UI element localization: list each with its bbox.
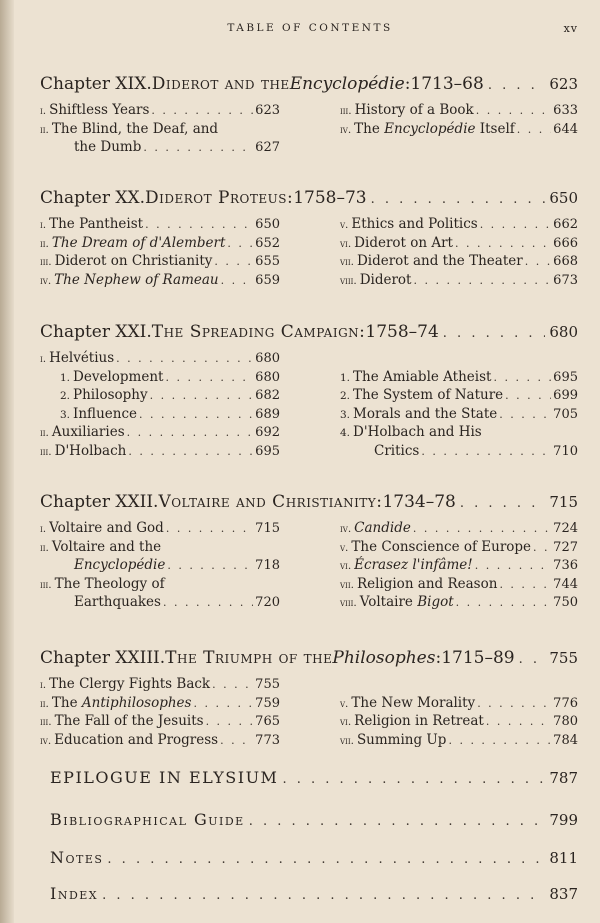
- dot-leader: [221, 274, 254, 287]
- section-number: 1.: [340, 371, 351, 384]
- chapter-title: Diderot and the: [151, 74, 290, 94]
- section-page-number: 652: [255, 235, 280, 251]
- toc-section-entry: [340, 350, 578, 369]
- section-page-number: 780: [553, 714, 578, 729]
- section-number: 3.: [340, 408, 351, 421]
- section-title: Diderot: [359, 271, 412, 288]
- toc-section-entry[interactable]: [340, 557, 578, 576]
- toc-section-entry[interactable]: [340, 235, 578, 254]
- section-page-number: 705: [553, 406, 578, 422]
- section-title: Diderot and the Theater: [356, 253, 523, 269]
- dot-leader: [139, 408, 253, 421]
- chapter-page-number: 650: [549, 189, 578, 207]
- chapter-title: Voltaire and Christianity:: [158, 492, 383, 512]
- dot-leader: [499, 408, 551, 421]
- toc-section-entry[interactable]: [40, 387, 280, 406]
- section-columns: [40, 676, 578, 750]
- chapter-block: [40, 74, 578, 158]
- toc-section-entry[interactable]: [340, 121, 578, 140]
- section-title: Development: [73, 368, 164, 385]
- toc-section-entry: [340, 676, 578, 695]
- section-number: ii.: [40, 427, 49, 439]
- section-column-left: [40, 676, 280, 750]
- toc-section-entry[interactable]: [40, 732, 280, 751]
- chapter-page-number: 680: [549, 323, 578, 341]
- section-title-italic: Écrasez l'infâme!: [354, 557, 473, 573]
- toc-section-entry[interactable]: [340, 369, 578, 388]
- toc-section-entry[interactable]: [340, 539, 578, 558]
- toc-section-entry[interactable]: [40, 253, 280, 272]
- section-page-number: 695: [255, 443, 280, 459]
- section-page-number: 784: [553, 732, 578, 748]
- section-number: i.: [40, 353, 47, 365]
- backmatter-page-number: 799: [549, 811, 578, 829]
- chapter-dates: 1715–89: [441, 648, 515, 668]
- section-number: iv.: [40, 274, 52, 287]
- dot-leader: [227, 237, 253, 250]
- backmatter-entry[interactable]: [50, 848, 578, 867]
- section-title: The New Morality: [351, 694, 476, 711]
- dot-leader: [102, 888, 545, 903]
- section-title-italic: The Dream of d'Alembert: [51, 234, 226, 251]
- section-number: 1.: [60, 371, 71, 384]
- section-number: vii.: [340, 256, 354, 268]
- section-title: The Conscience of Europe: [351, 538, 532, 555]
- section-page-number: 750: [553, 595, 578, 610]
- section-number: i.: [40, 105, 47, 117]
- section-number: v.: [340, 541, 349, 554]
- section-number: vi.: [340, 716, 352, 728]
- chapter-page-number: 715: [549, 493, 578, 511]
- section-title: Education and Progress: [54, 731, 219, 748]
- section-page-number: 736: [553, 558, 578, 573]
- section-title: Voltaire: [359, 594, 413, 610]
- section-page-number: 695: [553, 369, 578, 385]
- dot-leader: [493, 371, 551, 384]
- section-page-number: 755: [255, 677, 280, 692]
- section-page-number: 744: [553, 576, 578, 592]
- chapter-dates: 1713–68: [410, 74, 484, 94]
- dot-leader: [505, 389, 551, 402]
- backmatter-title: Bibliographical Guide: [50, 810, 245, 829]
- chapter-title: The Triumph of the: [165, 648, 333, 668]
- section-title: The Blind, the Deaf, and: [51, 120, 219, 137]
- section-number: iv.: [40, 734, 52, 747]
- section-number: vi.: [340, 560, 352, 572]
- backmatter-page-number: 837: [549, 885, 578, 903]
- section-title-italic: Encyclopédie: [74, 557, 166, 573]
- toc-section-entry[interactable]: [340, 387, 578, 406]
- toc-section-entry: [40, 121, 280, 140]
- chapter-dates: 1734–78: [382, 492, 456, 512]
- section-page-number: 627: [255, 140, 280, 155]
- section-number: i.: [40, 679, 47, 691]
- section-number: iii.: [40, 578, 52, 591]
- section-title: Voltaire and God: [49, 520, 164, 536]
- chapter-title-italic: Encyclopédie: [289, 74, 405, 94]
- dot-leader: [206, 715, 254, 728]
- section-title: The Amiable Atheist: [353, 368, 492, 385]
- section-page-number: 720: [255, 595, 280, 610]
- section-title: Ethics and Politics: [351, 216, 478, 232]
- section-page-number: 666: [553, 235, 578, 251]
- section-number: iii.: [40, 256, 52, 268]
- dot-leader: [193, 697, 253, 710]
- section-page-number: 724: [553, 521, 578, 536]
- section-title: The Clergy Fights Back: [49, 676, 211, 692]
- dot-leader: [421, 445, 551, 458]
- section-page-number: 776: [553, 695, 578, 711]
- section-title: D'Holbach and His: [353, 424, 482, 440]
- toc-section-entry[interactable]: [40, 520, 280, 539]
- section-title-italic: Candide: [354, 520, 411, 536]
- section-title: the Dumb: [74, 139, 142, 155]
- section-page-number: 655: [255, 254, 280, 269]
- toc-section-entry[interactable]: [340, 713, 578, 732]
- toc-section-entry[interactable]: [340, 576, 578, 595]
- dot-leader: [163, 596, 253, 609]
- toc-section-entry[interactable]: [40, 713, 280, 732]
- section-number: viii.: [340, 597, 357, 609]
- section-number: iv.: [340, 523, 352, 535]
- section-title-italic: The Nephew of Rameau: [54, 271, 219, 288]
- dot-leader: [525, 255, 551, 268]
- toc-section-entry[interactable]: [40, 424, 280, 443]
- toc-section-entry[interactable]: [40, 594, 280, 613]
- dot-leader: [166, 522, 253, 535]
- section-number: iii.: [340, 105, 352, 117]
- section-number: v.: [340, 219, 349, 231]
- dot-leader: [460, 496, 545, 511]
- section-page-number: 633: [553, 103, 578, 118]
- section-number: ii.: [40, 123, 49, 136]
- chapter-block: [40, 492, 578, 613]
- section-page-number: 727: [553, 539, 578, 555]
- backmatter-entry[interactable]: [50, 884, 578, 903]
- toc-section-entry[interactable]: [340, 253, 578, 272]
- toc-section-entry: [40, 539, 280, 558]
- section-column-left: [40, 350, 280, 461]
- chapter-label: Chapter XX.: [40, 188, 146, 208]
- section-page-number: 682: [255, 388, 280, 403]
- backmatter-entry[interactable]: [50, 768, 578, 787]
- dot-leader: [128, 445, 253, 458]
- backmatter-title: Notes: [50, 848, 104, 867]
- toc-section-entry[interactable]: [40, 369, 280, 388]
- backmatter-title: EPILOGUE IN ELYSIUM: [50, 768, 279, 787]
- toc-section-entry[interactable]: [340, 102, 578, 121]
- section-number: 4.: [340, 427, 351, 439]
- toc-section-entry[interactable]: [40, 557, 280, 576]
- section-page-number: 718: [255, 558, 280, 573]
- dot-leader: [476, 104, 551, 117]
- dot-leader: [167, 559, 253, 572]
- chapter-label: Chapter XXIII.: [40, 648, 166, 668]
- section-number: ii.: [40, 541, 49, 554]
- toc-section-entry[interactable]: [40, 406, 280, 425]
- toc-section-entry[interactable]: [340, 272, 578, 291]
- toc-section-entry[interactable]: [340, 216, 578, 235]
- chapter-page-number: 755: [549, 649, 578, 667]
- toc-section-entry[interactable]: [40, 695, 280, 714]
- section-title: Morals and the State: [353, 405, 498, 422]
- section-number: v.: [340, 697, 349, 710]
- dot-leader: [150, 389, 254, 402]
- section-page-number: 662: [553, 217, 578, 232]
- section-title: The Theology of: [54, 575, 165, 592]
- section-page-number: 668: [553, 254, 578, 269]
- section-number: iv.: [340, 123, 352, 136]
- section-page-number: 759: [255, 695, 280, 711]
- toc-section-entry[interactable]: [40, 272, 280, 291]
- section-number: viii.: [340, 274, 357, 287]
- section-title: Summing Up: [356, 731, 447, 748]
- dot-leader: [165, 371, 253, 384]
- dot-leader: [455, 237, 551, 250]
- section-number: i.: [40, 219, 47, 231]
- dot-leader: [475, 559, 551, 572]
- section-title: History of a Book: [354, 102, 474, 118]
- section-column-right: [340, 102, 578, 158]
- chapter-page-number: 623: [549, 75, 578, 93]
- toc-section-entry[interactable]: [340, 406, 578, 425]
- dot-leader: [107, 852, 545, 867]
- toc-section-entry[interactable]: [340, 520, 578, 539]
- dot-leader: [371, 192, 546, 207]
- section-page-number: 644: [553, 121, 578, 137]
- section-title: Helvétius: [49, 350, 115, 366]
- toc-section-entry: [40, 576, 280, 595]
- toc-section-entry[interactable]: [40, 676, 280, 695]
- section-column-left: [40, 216, 280, 290]
- backmatter-page-number: 787: [549, 769, 578, 787]
- section-title: Religion in Retreat: [354, 713, 484, 729]
- section-title: Diderot on Art: [354, 234, 453, 251]
- section-number: 2.: [340, 390, 351, 402]
- section-title: Philosophy: [73, 387, 148, 403]
- chapter-heading[interactable]: [40, 188, 578, 208]
- section-title: Influence: [73, 405, 137, 422]
- section-title: Earthquakes: [74, 594, 161, 610]
- section-page-number: 710: [553, 443, 578, 459]
- backmatter-title: Index: [50, 884, 99, 903]
- section-title: Religion and Reason: [356, 575, 498, 592]
- dot-leader: [220, 734, 253, 747]
- section-number: ii.: [40, 697, 49, 710]
- section-title: D'Holbach: [54, 442, 127, 459]
- section-title: Critics: [374, 442, 420, 459]
- section-number: vii.: [340, 734, 354, 747]
- backmatter-entry[interactable]: [50, 810, 578, 829]
- chapter-dates: 1758–73: [293, 188, 367, 208]
- toc-section-entry[interactable]: [40, 216, 280, 235]
- dot-leader: [214, 255, 253, 268]
- section-page-number: 680: [255, 351, 280, 366]
- dot-leader: [249, 814, 546, 829]
- toc-section-entry[interactable]: [40, 139, 280, 158]
- section-page-number: 689: [255, 406, 280, 422]
- chapter-block: [40, 322, 578, 461]
- section-title-italic: Encyclopédie: [384, 120, 476, 137]
- dot-leader: [212, 678, 253, 691]
- section-page-number: 773: [255, 732, 280, 748]
- section-title-italic: Antiphilosophes: [81, 694, 192, 711]
- section-number: i.: [40, 523, 47, 535]
- chapter-title-punct: :: [435, 648, 442, 668]
- chapter-block: [40, 648, 578, 750]
- dot-leader: [488, 78, 546, 93]
- section-number: iii.: [40, 445, 52, 458]
- dot-leader: [143, 141, 253, 154]
- chapter-heading[interactable]: [40, 492, 578, 512]
- section-page-number: 680: [255, 369, 280, 385]
- dot-leader: [456, 596, 552, 609]
- section-title-tail: Itself: [479, 120, 515, 137]
- page-gutter-shadow: [0, 0, 14, 923]
- section-number: vi.: [340, 237, 352, 250]
- dot-leader: [533, 541, 551, 554]
- section-number: 2.: [60, 390, 71, 402]
- dot-leader: [282, 772, 545, 787]
- dot-leader: [145, 218, 253, 231]
- section-column-left: [40, 102, 280, 158]
- section-page-number: 699: [553, 388, 578, 403]
- toc-section-entry[interactable]: [40, 350, 280, 369]
- section-column-right: [340, 676, 578, 750]
- dot-leader: [448, 734, 551, 747]
- section-title: The Fall of the Jesuits: [54, 713, 204, 729]
- section-title: Shiftless Years: [49, 102, 150, 118]
- toc-section-entry[interactable]: [340, 695, 578, 714]
- chapter-title-italic: Philosophes: [332, 648, 436, 668]
- chapter-label: Chapter XXII.: [40, 492, 159, 512]
- toc-section-entry[interactable]: [40, 235, 280, 254]
- section-title: The Pantheist: [49, 216, 144, 232]
- dot-leader: [116, 352, 253, 365]
- section-title: The: [51, 694, 78, 711]
- section-number: iii.: [40, 716, 52, 728]
- chapter-title: The Spreading Campaign:: [151, 322, 366, 342]
- section-page-number: 659: [255, 272, 280, 288]
- dot-leader: [519, 652, 546, 667]
- dot-leader: [443, 326, 546, 341]
- section-title: The System of Nature: [353, 387, 504, 403]
- chapter-label: Chapter XIX.: [40, 74, 152, 94]
- dot-leader: [127, 426, 254, 439]
- chapter-block: [40, 188, 578, 290]
- running-header-title: TABLE OF CONTENTS: [227, 22, 393, 34]
- toc-section-entry[interactable]: [340, 594, 578, 613]
- section-column-right: [340, 216, 578, 290]
- section-number: ii.: [40, 237, 49, 250]
- chapter-heading[interactable]: [40, 648, 578, 668]
- backmatter-page-number: 811: [549, 849, 578, 867]
- section-page-number: 650: [255, 217, 280, 232]
- section-column-right: [340, 520, 578, 613]
- chapter-label: Chapter XXI.: [40, 322, 152, 342]
- section-column-right: [340, 350, 578, 461]
- chapter-title-punct: :: [404, 74, 411, 94]
- chapter-heading[interactable]: [40, 322, 578, 342]
- section-title: Auxiliaries: [51, 424, 125, 440]
- section-columns: [40, 350, 578, 461]
- section-title: Voltaire and the: [51, 538, 162, 555]
- dot-leader: [413, 274, 551, 287]
- section-title: Diderot on Christianity: [54, 253, 213, 269]
- chapter-dates: 1758–74: [365, 322, 439, 342]
- section-page-number: 765: [255, 714, 280, 729]
- toc-section-entry[interactable]: [40, 443, 280, 462]
- toc-section-entry[interactable]: [340, 732, 578, 751]
- dot-leader: [517, 123, 551, 136]
- section-columns: [40, 216, 578, 290]
- dot-leader: [151, 104, 253, 117]
- dot-leader: [486, 715, 551, 728]
- section-page-number: 623: [255, 103, 280, 118]
- toc-section-entry[interactable]: [340, 443, 578, 462]
- section-page-number: 673: [553, 272, 578, 288]
- section-page-number: 715: [255, 521, 280, 536]
- toc-section-entry[interactable]: [40, 102, 280, 121]
- section-number: vii.: [340, 578, 354, 591]
- chapter-title: Diderot Proteus:: [145, 188, 294, 208]
- toc-section-entry: [340, 424, 578, 443]
- dot-leader: [480, 218, 551, 231]
- section-column-left: [40, 520, 280, 613]
- section-columns: [40, 520, 578, 613]
- section-title: The: [354, 120, 380, 137]
- dot-leader: [413, 522, 551, 535]
- running-header-page-number: xv: [563, 22, 578, 35]
- section-page-number: 692: [255, 425, 280, 440]
- dot-leader: [477, 697, 551, 710]
- section-title-italic: Bigot: [417, 594, 454, 610]
- section-number: 3.: [60, 408, 71, 421]
- section-columns: [40, 102, 578, 158]
- dot-leader: [499, 578, 551, 591]
- chapter-heading[interactable]: [40, 74, 578, 94]
